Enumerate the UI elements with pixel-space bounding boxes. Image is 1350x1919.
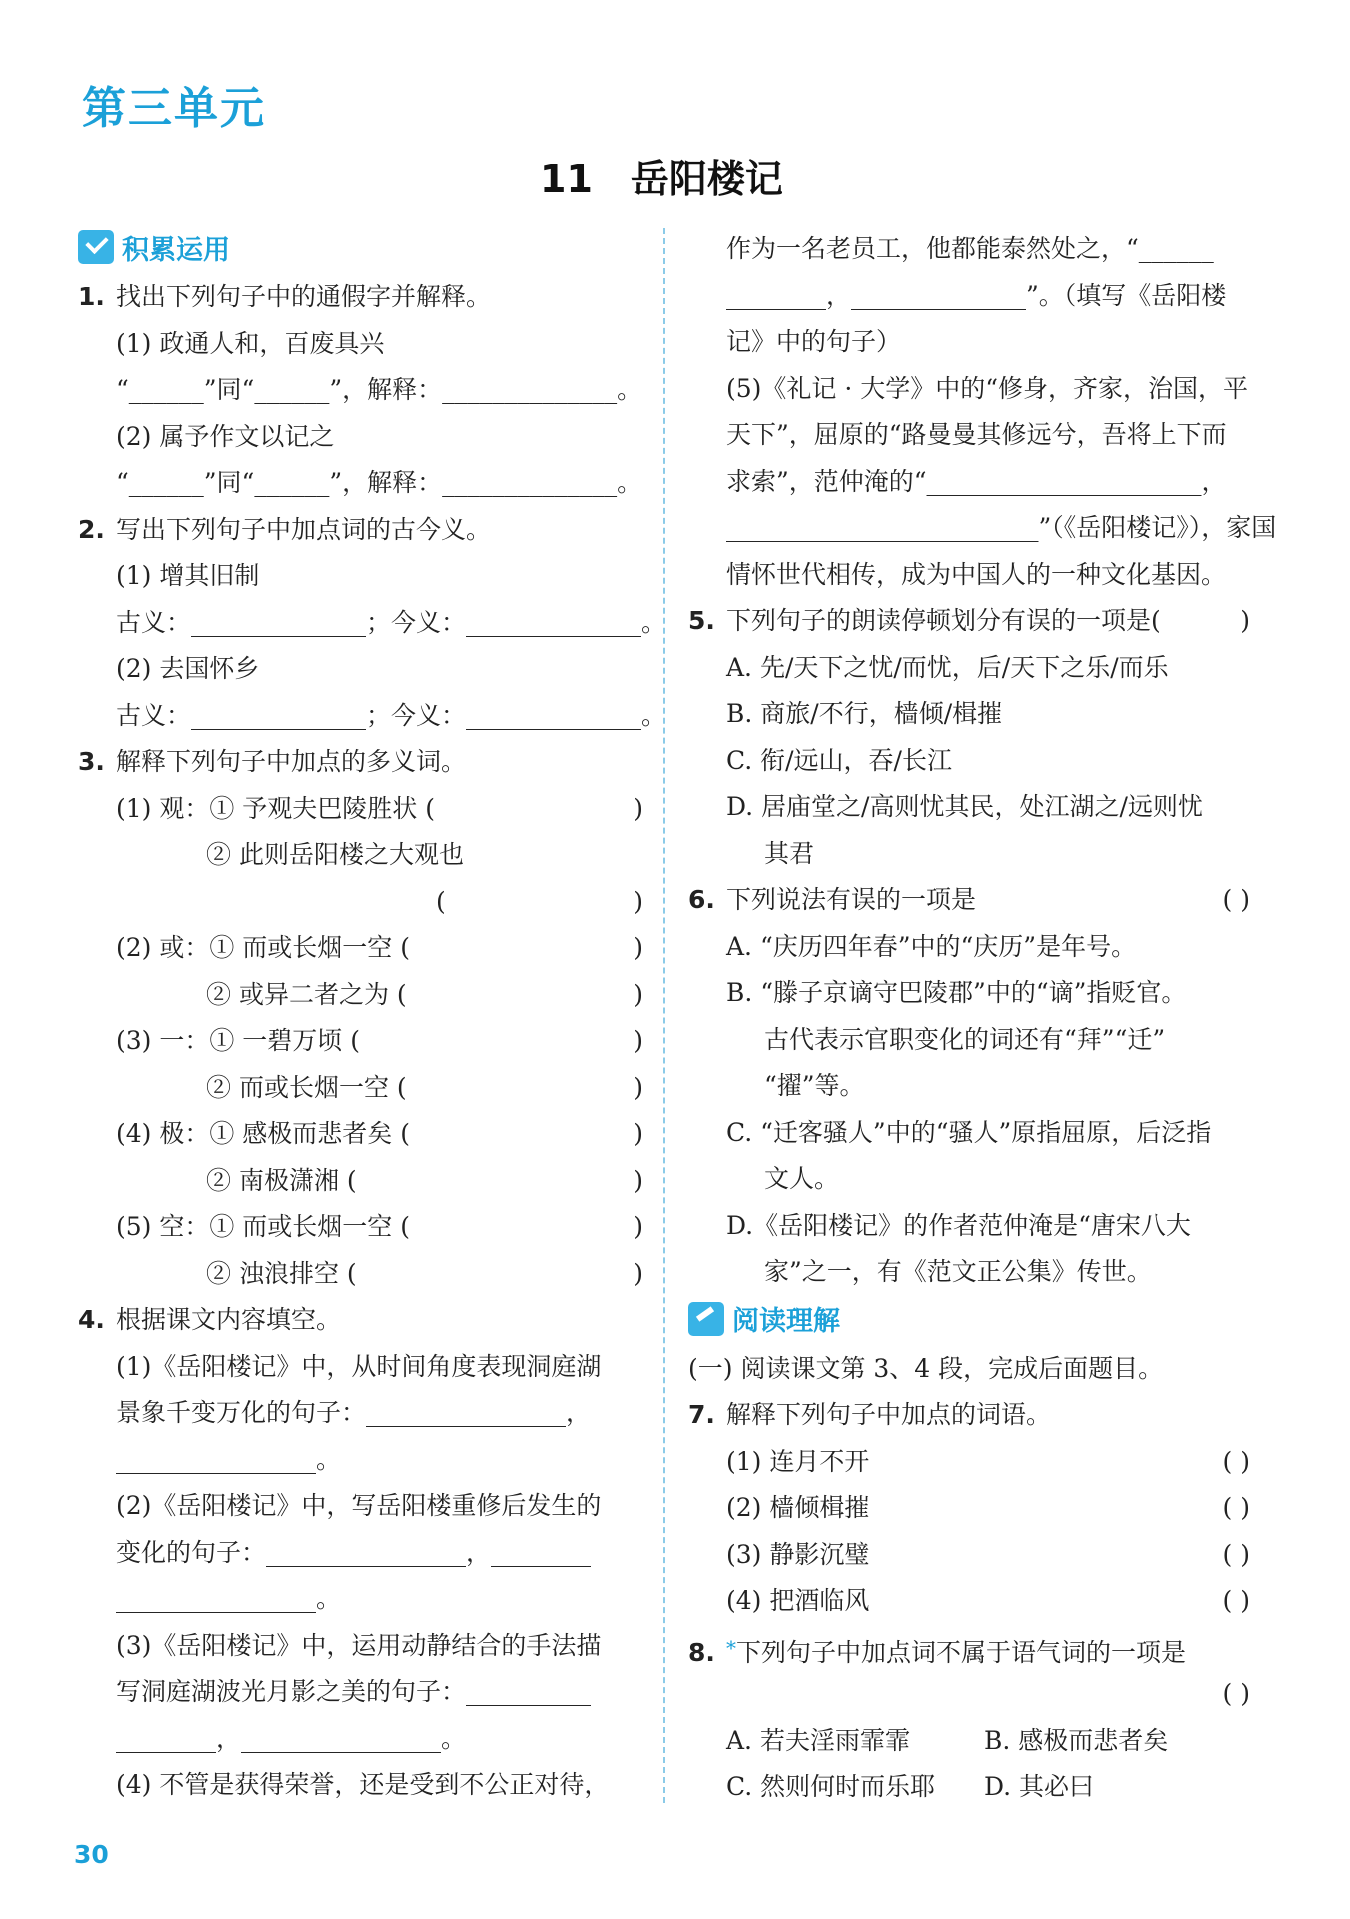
line-text: ② 浊浪排空 ( xyxy=(206,1258,357,1288)
lesson-number: 11 xyxy=(540,157,593,201)
answer-paren[interactable]: ( ) xyxy=(1222,1539,1250,1569)
question-line xyxy=(78,507,643,554)
star-mark: * xyxy=(726,1635,736,1660)
line-text: 作为一名老员工，他都能泰然处之，“______ xyxy=(726,234,1214,263)
line-text: D. 居庙堂之/高则忧其民，处江湖之/远则忧 xyxy=(726,792,1203,821)
answer-paren[interactable]: ) xyxy=(633,933,643,962)
question-line xyxy=(78,1297,643,1344)
text-line xyxy=(78,600,667,647)
line-text: 写出下列句子中加点词的古今义。 xyxy=(116,514,492,544)
line-text: (一) 阅读课文第 3、4 段，完成后面题目。 xyxy=(688,1353,1164,1383)
text-line xyxy=(688,1110,1250,1157)
text-line xyxy=(688,1485,1250,1532)
text-line xyxy=(688,645,1250,692)
line-text: ② 而或长烟一空 ( xyxy=(206,1072,407,1102)
line-text: 古代表示官职变化的词还有“拜”“迁” xyxy=(764,1024,1166,1054)
question-line xyxy=(688,877,1250,924)
answer-paren[interactable]: ) xyxy=(633,1119,643,1148)
question-line xyxy=(78,739,643,786)
line-text: (2) 樯倾楫摧 xyxy=(726,1493,870,1522)
line-text: 解释下列句子中加点的多义词。 xyxy=(116,747,467,776)
answer-paren[interactable]: ) xyxy=(633,1072,643,1102)
line-text: (1)《岳阳楼记》中，从时间角度表现洞庭湖 xyxy=(116,1351,602,1381)
option-text: B. 感极而悲者矣 xyxy=(984,1725,1169,1755)
line-text: (4) 极：① 感极而悲者矣 ( xyxy=(116,1119,411,1148)
text-line xyxy=(78,414,643,461)
text-line xyxy=(688,1017,1250,1064)
left-column xyxy=(78,226,667,1809)
answer-paren[interactable]: ) xyxy=(633,886,643,916)
line-text: B. 商旅/不行，樯倾/楫摧 xyxy=(726,699,1003,728)
text-line xyxy=(688,1671,1250,1718)
answer-paren[interactable]: ) xyxy=(633,793,643,823)
text-line xyxy=(78,972,643,1019)
line-text: (5) 空：① 而或长烟一空 ( xyxy=(116,1212,411,1241)
line-text: (5)《礼记 · 大学》中的“修身，齐家，治国，平 xyxy=(726,373,1249,403)
text-line xyxy=(78,1065,643,1112)
line-text: (3) 静影沉璧 xyxy=(726,1539,870,1569)
text-line xyxy=(78,321,643,368)
line-text: “______”同“______”，解释：______________。 xyxy=(116,468,643,497)
text-line xyxy=(688,831,1250,878)
right-questions-b xyxy=(688,1346,1250,1811)
line-text: 下列说法有误的一项是 xyxy=(726,885,977,914)
question-number: 4. xyxy=(78,1305,105,1334)
line-text: ② 或异二者之为 ( xyxy=(206,979,407,1009)
answer-paren[interactable]: ) xyxy=(633,1258,643,1288)
line-text: 古义：______________；今义：______________。 xyxy=(116,700,667,730)
text-line xyxy=(78,460,643,507)
text-line xyxy=(688,784,1250,831)
line-text: C. 衔/远山，吞/长江 xyxy=(726,745,952,775)
text-line xyxy=(688,1764,1250,1811)
text-line xyxy=(688,412,1250,459)
line-text: “______”同“______”，解释：______________。 xyxy=(116,375,643,404)
line-text: ________________。 xyxy=(116,1444,342,1474)
answer-paren[interactable]: ( ) xyxy=(1222,1679,1250,1708)
text-line xyxy=(688,1578,1250,1625)
line-text: 写洞庭湖波光月影之美的句子：__________ xyxy=(116,1677,592,1706)
answer-paren[interactable]: ) xyxy=(633,1026,643,1055)
line-text: 解释下列句子中加点的词语。 xyxy=(726,1400,1052,1429)
text-line xyxy=(78,1530,643,1577)
text-line xyxy=(688,319,1250,366)
text-line xyxy=(688,1346,1250,1393)
answer-paren[interactable]: ( ) xyxy=(1222,885,1250,914)
answer-paren[interactable]: ) xyxy=(633,1212,643,1241)
line-text: C. 然则何时而乐耶 xyxy=(726,1772,936,1801)
text-line xyxy=(688,738,1250,785)
line-text: ② 此则岳阳楼之大观也 xyxy=(206,840,464,869)
section-label: 积累运用 xyxy=(122,234,230,266)
text-line xyxy=(688,691,1250,738)
line-text: (2)《岳阳楼记》中，写岳阳楼重修后发生的 xyxy=(116,1491,602,1520)
line-text: A. “庆历四年春”中的“庆历”是年号。 xyxy=(726,931,1137,961)
line-text: (2) 或：① 而或长烟一空 ( xyxy=(116,933,411,962)
text-line xyxy=(78,1762,643,1809)
line-text: C. “迁客骚人”中的“骚人”原指屈原，后泛指 xyxy=(726,1117,1212,1147)
question-number: 6. xyxy=(688,885,715,914)
text-line xyxy=(78,1437,643,1484)
text-line xyxy=(688,1249,1250,1296)
answer-paren[interactable]: ( ) xyxy=(1222,1586,1250,1615)
line-text: ________，______________”。（填写《岳阳楼 xyxy=(726,280,1227,310)
text-line xyxy=(78,1158,643,1205)
answer-paren[interactable]: ( ) xyxy=(1222,1446,1250,1476)
question-number: 8. xyxy=(688,1637,715,1667)
column-divider xyxy=(663,228,665,1803)
line-text: 找出下列句子中的通假字并解释。 xyxy=(116,282,492,311)
line-text: A. 若夫淫雨霏霏 xyxy=(726,1725,910,1755)
answer-paren[interactable]: ) xyxy=(633,979,643,1009)
line-text: (2) 属予作文以记之 xyxy=(116,421,335,451)
text-line xyxy=(688,505,1277,552)
line-text: (1) 增其旧制 xyxy=(116,561,260,590)
line-text: _________________________”（《岳阳楼记》），家国 xyxy=(726,513,1277,542)
line-text: (1) 连月不开 xyxy=(726,1446,870,1476)
line-text: ________________。 xyxy=(116,1584,342,1613)
text-line xyxy=(78,1669,643,1716)
line-text: “擢”等。 xyxy=(764,1071,865,1100)
page-number: 30 xyxy=(74,1840,109,1869)
text-line xyxy=(688,970,1250,1017)
line-text: ( xyxy=(436,886,446,916)
text-line xyxy=(78,1018,643,1065)
text-line xyxy=(78,1390,643,1437)
line-text: 变化的句子：________________，________ xyxy=(116,1537,592,1567)
line-text: ② 南极潇湘 ( xyxy=(206,1165,357,1195)
text-line xyxy=(688,1718,1250,1765)
line-text: (1) 政通人和，百废具兴 xyxy=(116,328,385,358)
line-text: (4) 把酒临风 xyxy=(726,1586,870,1615)
text-line xyxy=(78,553,643,600)
section-reading xyxy=(688,1298,1250,1340)
line-text: (1) 观：① 予观夫巴陵胜状 ( xyxy=(116,793,436,823)
text-line xyxy=(78,786,643,833)
text-line xyxy=(78,1251,643,1298)
answer-paren[interactable]: ) xyxy=(1240,606,1250,635)
line-text: 下列句子中加点词不属于语气词的一项是 xyxy=(736,1637,1187,1667)
text-line xyxy=(688,1063,1250,1110)
text-line xyxy=(688,1156,1250,1203)
answer-paren[interactable]: ) xyxy=(633,1165,643,1195)
text-line xyxy=(78,1344,643,1391)
line-text: 下列句子的朗读停顿划分有误的一项是( xyxy=(726,606,1161,635)
text-line xyxy=(78,925,643,972)
line-text: 其君 xyxy=(764,838,815,868)
text-line xyxy=(688,459,1250,506)
line-text: 文人。 xyxy=(764,1164,840,1193)
line-text: 记》中的句子） xyxy=(726,327,902,356)
text-line xyxy=(78,1483,643,1530)
right-questions-a xyxy=(688,226,1277,1296)
text-line xyxy=(78,1576,643,1623)
text-line xyxy=(78,1623,643,1670)
text-line xyxy=(688,366,1250,413)
text-line xyxy=(688,1203,1250,1250)
question-line xyxy=(688,1625,1250,1672)
option-text: D. 其必曰 xyxy=(984,1772,1095,1801)
text-line xyxy=(78,693,667,740)
question-number: 1. xyxy=(78,282,105,311)
line-text: 家”之一，有《范文正公集》传世。 xyxy=(764,1257,1152,1286)
text-line xyxy=(688,226,1250,273)
question-number: 3. xyxy=(78,747,105,776)
line-text: 天下”，屈原的“路曼曼其修远兮，吾将上下而 xyxy=(726,420,1227,449)
text-line xyxy=(688,273,1250,320)
line-text: A. 先/天下之忧/而忧，后/天下之乐/而乐 xyxy=(726,652,1169,682)
text-line xyxy=(78,646,643,693)
checkmark-icon xyxy=(78,230,114,264)
question-line xyxy=(688,598,1250,645)
line-text: 古义：______________；今义：______________。 xyxy=(116,607,667,637)
text-line xyxy=(78,1111,643,1158)
section-label: 阅读理解 xyxy=(732,1306,840,1337)
text-line xyxy=(688,1532,1250,1579)
question-number: 5. xyxy=(688,606,715,635)
question-number: 7. xyxy=(688,1400,715,1429)
line-text: ________，________________。 xyxy=(116,1723,467,1753)
text-line xyxy=(78,367,643,414)
line-text: 景象千变万化的句子：________________， xyxy=(116,1398,592,1427)
text-line xyxy=(688,924,1250,971)
answer-paren[interactable]: ( ) xyxy=(1222,1493,1250,1522)
question-line xyxy=(78,274,643,321)
left-questions xyxy=(78,274,667,1809)
text-line xyxy=(78,1716,643,1763)
line-text: 求索”，范仲淹的“______________________， xyxy=(726,466,1227,496)
line-text: 情怀世代相传，成为中国人的一种文化基因。 xyxy=(726,559,1227,589)
question-line xyxy=(688,1392,1250,1439)
line-text: B. “滕子京谪守巴陵郡”中的“谪”指贬官。 xyxy=(726,978,1187,1007)
text-line xyxy=(78,1204,643,1251)
line-text: D.《岳阳楼记》的作者范仲淹是“唐宋八大 xyxy=(726,1210,1191,1240)
line-text: (2) 去国怀乡 xyxy=(116,654,260,683)
unit-title: 第三单元 xyxy=(82,83,266,134)
right-column xyxy=(688,226,1277,1811)
line-text: 根据课文内容填空。 xyxy=(116,1305,342,1334)
text-line xyxy=(688,1439,1250,1486)
section-accumulate xyxy=(78,226,643,268)
lesson-title xyxy=(540,148,783,203)
pencil-icon xyxy=(688,1302,724,1336)
lesson-name: 岳阳楼记 xyxy=(630,157,783,201)
text-line xyxy=(78,832,643,879)
line-text: (4) 不管是获得荣誉，还是受到不公正对待， xyxy=(116,1770,610,1799)
question-number: 2. xyxy=(78,514,105,544)
line-text: (3)《岳阳楼记》中，运用动静结合的手法描 xyxy=(116,1630,602,1660)
text-line xyxy=(688,552,1250,599)
line-text: (3) 一：① 一碧万顷 ( xyxy=(116,1026,361,1055)
text-line xyxy=(78,879,643,926)
